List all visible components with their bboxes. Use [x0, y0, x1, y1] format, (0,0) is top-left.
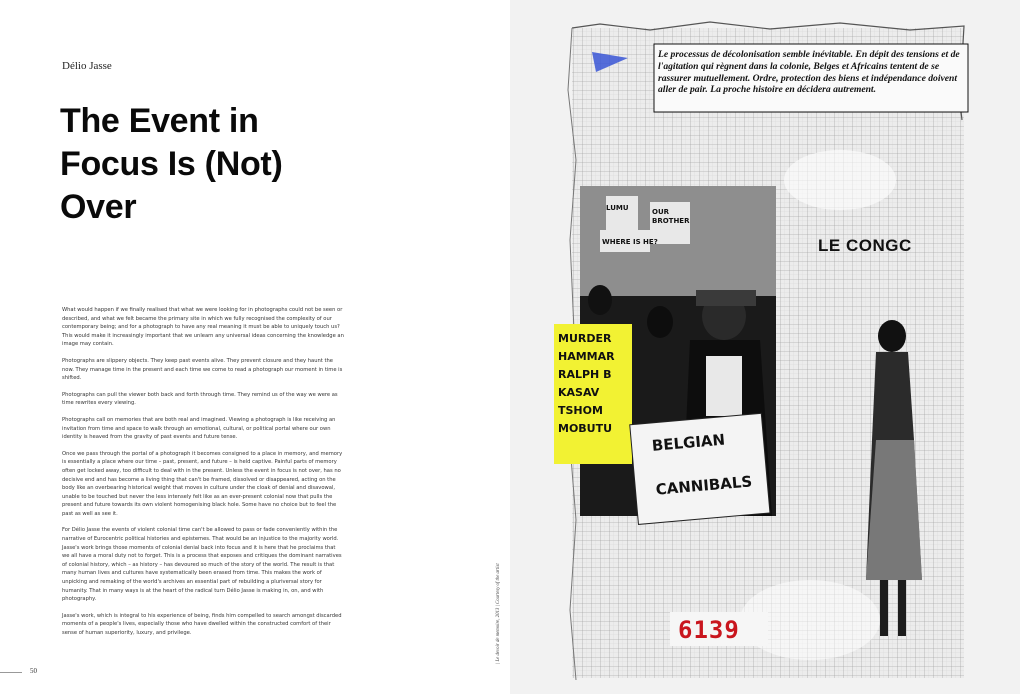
- body-paragraph: Jasse's work, which is integral to his experience of being, finds him compelled to search amongst discarded moments of a people's lives, especially those who have dwelled within the constructed comfort of their sense of human superiority, luxury, and privilege.: [62, 612, 342, 636]
- body-paragraph: Once we pass through the portal of a photograph it becomes consigned to a place in memory, and memory is essentially a place where our time – past, present, and future – is held captive. Painful parts of memory often get locked away, too difficult to deal with in the present. Unless the event in focus is not over, has no decisive end and has become a living thing that can't be framed, dissolved or disappeared, acting on the body like an overbearing historical weight that moves in culture under the cloak of denial and disavowal, unable to be touched but never the less intensely felt like as an ever-present colonial now that pulls the present and future towards its own violent homogenising black hole. Some have no choice but to feel the past as well as see it.: [62, 450, 343, 517]
- author-name: Délio Jasse: [62, 60, 112, 72]
- title-line: Over: [60, 188, 137, 226]
- sign-line: RALPH B: [558, 368, 612, 381]
- body-paragraph: Photographs are slippery objects. They keep past events alive. They prevent closure and they haunt the now. They manage time in the present and each time we come to read a photograph our moment in time is shifted.: [62, 357, 343, 382]
- sign-line: MURDER: [558, 332, 612, 345]
- body-paragraph: For Délio Jasse the events of violent colonial time can't be allowed to pass or fade conveniently within the narrative of Eurocentric political histories and epistemes. That would be an injustice to the majority world. Jasse's work brings those moments of colonial denial back into focus and it is here that he proclaims that we all have a moral duty not to forget. This is a process that exposes and critiques the dominant narratives of colonial history, which – as history – has devoured so much of the story of the world. The result is that many human lives and cultures have systematically been erased from time. This makes the work of unpicking and remaking of the world's archives an essential part of rebuilding a pluriversal story for humanity. That in many ways is at the heart of the radical turn Délio Jasse is making in, on, and with photography.: [62, 527, 342, 603]
- page-number: 50: [30, 667, 37, 675]
- quote-text: Le processus de décolonisation semble inévitable. En dépit des tensions et de l'agitation qui règnent dans la colonie, Belges et Africains tentent de se rassurer mutuellement. Ordre, protection des biens et indépendance doivent aller de pair. La proche histoire en décidera autrement.: [658, 49, 960, 96]
- sign-lumu: LUMU: [606, 204, 629, 212]
- sign-line: HAMMAR: [558, 350, 615, 363]
- body-paragraph: Photographs call on memories that are both real and imagined. Viewing a photograph is like receiving an invitation from time and space to walk through an emotional, cultural, or political portal where our own identity is heaved from the gravity of past events and future tense.: [62, 416, 336, 441]
- yellow-sign-text: [558, 330, 638, 438]
- sign-line: MOBUTU: [558, 422, 613, 435]
- sign-where-is-he: WHERE IS HE?: [602, 238, 658, 246]
- footer-rule: [0, 672, 22, 673]
- image-caption: | Le devoir de memoire, 2013 | Courtesy of the artist: [496, 563, 501, 664]
- sign-our-brother: OUR BROTHER: [652, 208, 690, 225]
- article-body: [62, 306, 344, 646]
- article-title: [60, 100, 360, 229]
- le-congo-headline: LE CONGC: [818, 236, 912, 255]
- sign-line: TSHOM: [558, 404, 603, 417]
- belgian-sign-text: [650, 416, 754, 512]
- sign-line: CANNIBALS: [654, 472, 753, 499]
- sign-line: BELGIAN: [651, 430, 726, 455]
- artwork-page: [510, 0, 1020, 694]
- standing-woman: [878, 320, 906, 352]
- sign-line: KASAV: [558, 386, 600, 399]
- body-paragraph: What would happen if we finally realised that what we were looking for in photographs could not be seen or described, and what we felt became the primary site in which we fully recognised the complexity of our contemporary being; and for a photograph to have any real meaning it must be able to uniquely touch us? This would make it increasingly important that we unlearn any universal ideas concerning the knowledge an image may contain.: [62, 307, 344, 348]
- title-line: Focus Is (Not): [60, 145, 283, 183]
- body-paragraph: Photographs can pull the viewer both back and forth through time. They remind us of the way we were as time rewrites every viewing.: [62, 391, 338, 407]
- title-line: The Event in: [60, 102, 259, 140]
- red-number: 6139: [678, 616, 740, 644]
